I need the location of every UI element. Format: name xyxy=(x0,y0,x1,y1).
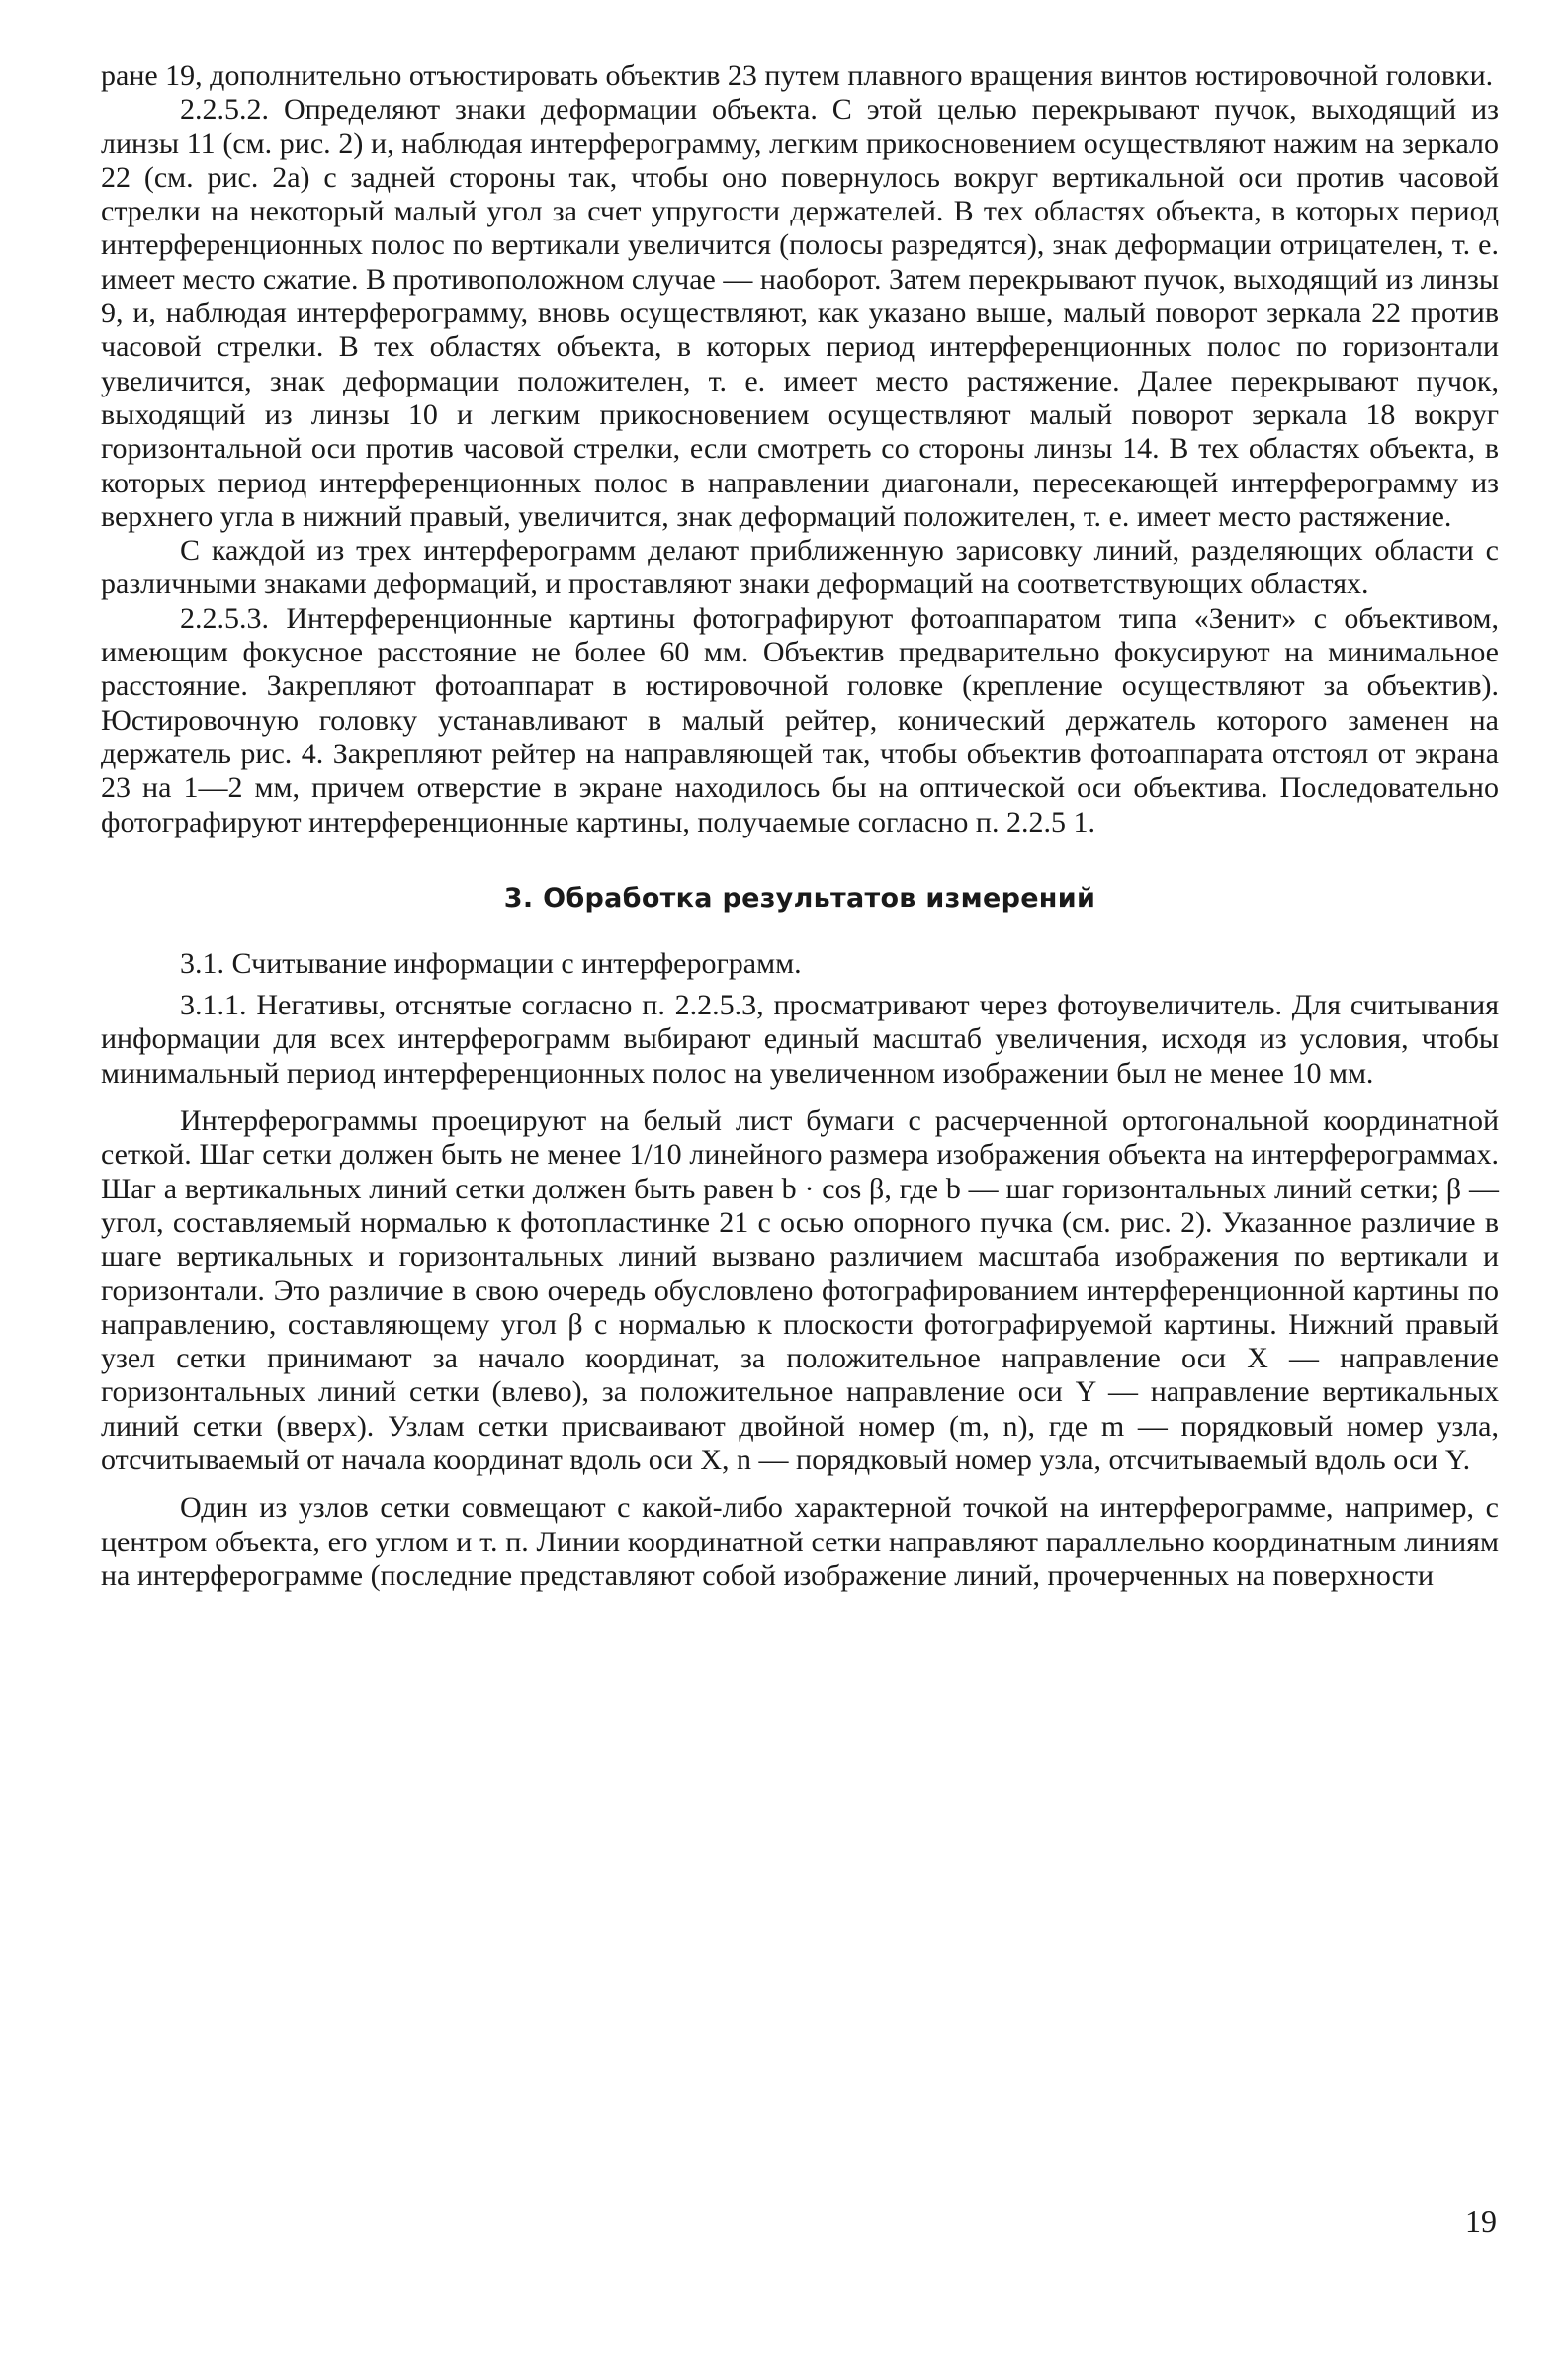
paragraph-sketch: С каждой из трех интерферограмм делают приближенную зарисовку линий, разделяющих области с различными знаками деформаций, и проставляют знаки деформаций на соответствующих областях. xyxy=(101,534,1499,601)
paragraph-3-1-1: 3.1.1. Негативы, отснятые согласно п. 2.2.5.3, просматривают через фотоувеличитель. Для считывания информации для всех интерферограмм выбирают единый масштаб увеличения, исходя из условия, чтобы минимальный период интерференционных полос на увеличенном изображении был не менее 10 мм. xyxy=(101,989,1499,1090)
paragraph-2-2-5-3: 2.2.5.3. Интерференционные картины фотографируют фотоаппаратом типа «Зенит» с объективом, имеющим фокусное расстояние не более 60 мм. Объектив предварительно фокусируют на минимальное расстояние. Закрепляют фотоаппарат в юстировочной головке (крепление осуществляют за объектив). Юстировочную головку устанавливают в малый рейтер, конический держатель которого заменен на держатель рис. 4. Закрепляют рейтер на направляющей так, чтобы объектив фотоаппарата отстоял от экрана 23 на 1—2 мм, причем отверстие в экране находилось бы на оптической оси объектива. Последовательно фотографируют интерференционные картины, получаемые согласно п. 2.2.5 1. xyxy=(101,601,1499,838)
page-number: 19 xyxy=(1465,2203,1497,2239)
paragraph-2-2-5-2: 2.2.5.2. Определяют знаки деформации объекта. С этой целью перекрывают пучок, выходящий из линзы 11 (см. рис. 2) и, наблюдая интерферограмму, легким прикосновением осуществляют нажим на зеркало 22 (см. рис. 2а) с задней стороны так, чтобы оно повернулось вокруг вертикальной оси против часовой стрелки на некоторый малый угол за счет упругости держателей. В тех областях объекта, в которых период интерференционных полос по вертикали увеличится (полосы разредятся), знак деформации отрицателен, т. е. имеет место сжатие. В противоположном случае — наоборот. Затем перекрывают пучок, выходящий из линзы 9, и, наблюдая интерферограмму, вновь осуществляют, как указано выше, малый поворот зеркала 22 против часовой стрелки. В тех областях объекта, в которых период интерференционных полос по горизонтали увеличится, знак деформации положителен, т. е. имеет место растяжение. Далее перекрывают пучок, выходящий из линзы 10 и легким прикосновением осуществляют малый поворот зеркала 18 вокруг горизонтальной оси против часовой стрелки, если смотреть со стороны линзы 14. В тех областях объекта, в которых период интерференционных полос в направлении диагонали, пересекающей интерферограмму из верхнего угла в нижний правый, увеличится, знак деформаций положителен, т. е. имеет место растяжение. xyxy=(101,93,1499,533)
paragraph-continuation: ране 19, дополнительно отъюстировать объектив 23 путем плавного вращения винтов юстировочной головки. xyxy=(101,59,1494,92)
paragraph-3-1: 3.1. Считывание информации с интерферограмм. xyxy=(180,946,802,980)
paragraph-grid-alignment: Один из узлов сетки совмещают с какой-либо характерной точкой на интерферограмме, например, с центром объекта, его углом и т. п. Линии координатной сетки направляют параллельно координатным линиям на интерферограмме (последние представляют собой изображение линий, прочерченных на поверхности xyxy=(101,1491,1499,1592)
paragraph-grid: Интерферограммы проецируют на белый лист бумаги с расчерченной ортогональной координатной сеткой. Шаг сетки должен быть не менее 1/10 линейного размера изображения объекта на интерферограммах. Шаг a вертикальных линий сетки должен быть равен b · cos β, где b — шаг горизонтальных линий сетки; β — угол, составляемый нормалью к фотопластинке 21 с осью опорного пучка (см. рис. 2). Указанное различие в шаге вертикальных и горизонтальных линий вызвано различием масштаба изображения по вертикали и горизонтали. Это различие в свою очередь обусловлено фотографированием интерференционной картины по направлению, составляющему угол β с нормалью к плоскости фотографируемой картины. Нижний правый узел сетки принимают за начало координат, за положительное направление оси X — направление горизонтальных линий сетки (влево), за положительное направление оси Y — направление вертикальных линий сетки (вверх). Узлам сетки присваивают двойной номер (m, n), где m — порядковый номер узла, отсчитываемый от начала координат вдоль оси X, n — порядковый номер узла, отсчитываемый вдоль оси Y. xyxy=(101,1104,1499,1476)
section-heading: 3. Обработка результатов измерений xyxy=(503,882,1096,914)
